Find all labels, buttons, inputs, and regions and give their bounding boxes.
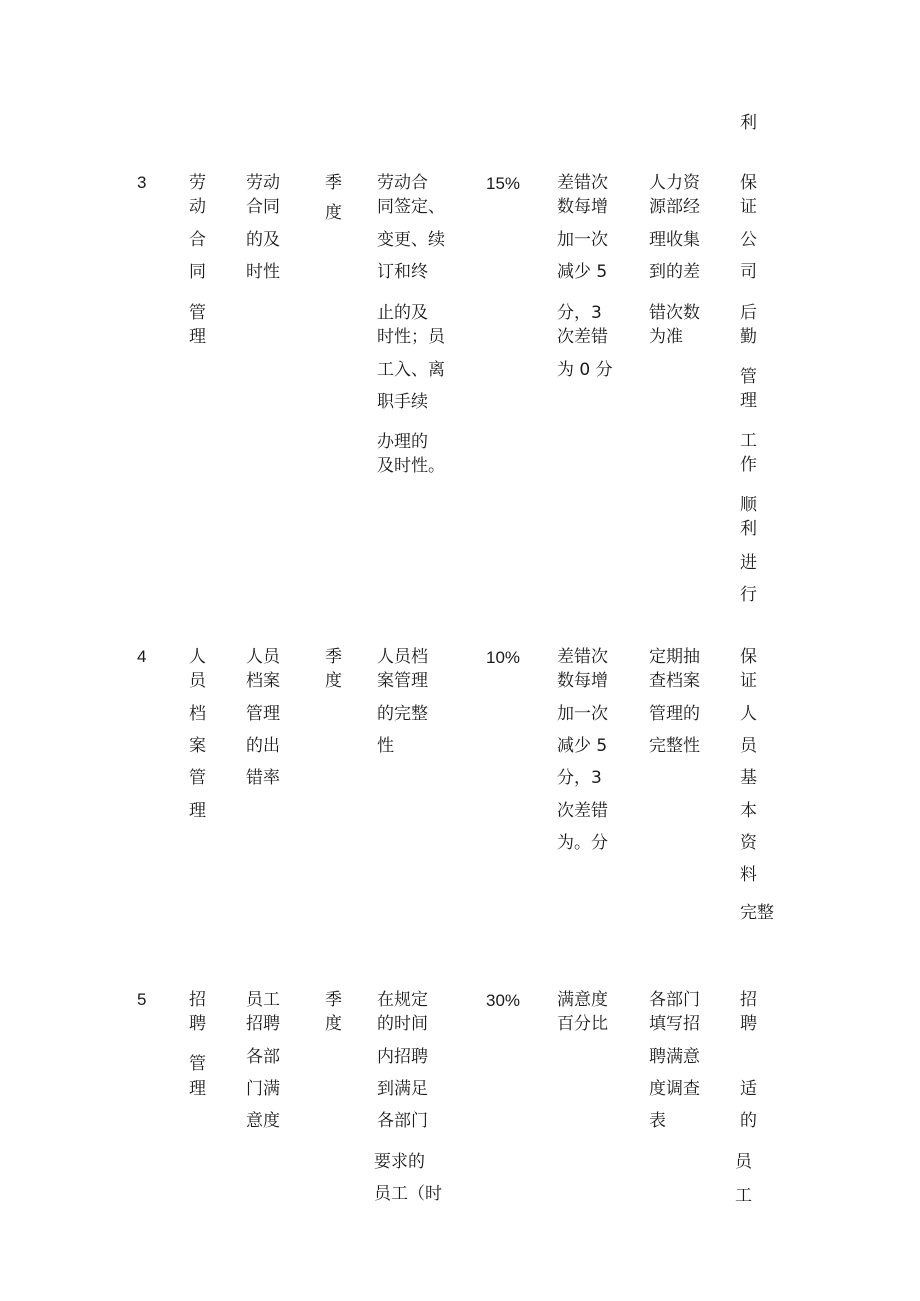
previous-row-goal-fragment: 利 (740, 113, 757, 133)
table-row: 4 人 员 档 案 管 理 人员 档案 管理 的出 错率 季 度 人员档 案管理 的完整 性 10% 差错次 数每增 加一次 减少 5 分，3 次差错 为。分 定期抽 查档案 管理的 完整性 保 证 人 员 基 本 资 料 完整 (137, 647, 774, 923)
table-row: 3 劳 动 合 同 管 理 劳动 合同 的及 时性 季 度 劳动合 同签定、 变更、续 订和终 止的及 时性；员 工入、离 职手续 办理的 及时性。 15% 差错次 数每增 加一次 减少 5 分，3 次差错 为 0 分 人力资 源部经 理收集 到的差 错次数 为准 保 证 公 司 后 勤 管 理 工 作 顺 利 进 行 (137, 173, 757, 605)
table-row: 5 招 聘 管 理 员工 招聘 各部 门满 意度 季 度 在规定 的时间 内招聘 到满足 各部门 要求的 员工（时 30% 满意度 百分比 各部门 填写招 聘满意 度调查 表 招 聘 适 的 员 工 (137, 990, 757, 1206)
